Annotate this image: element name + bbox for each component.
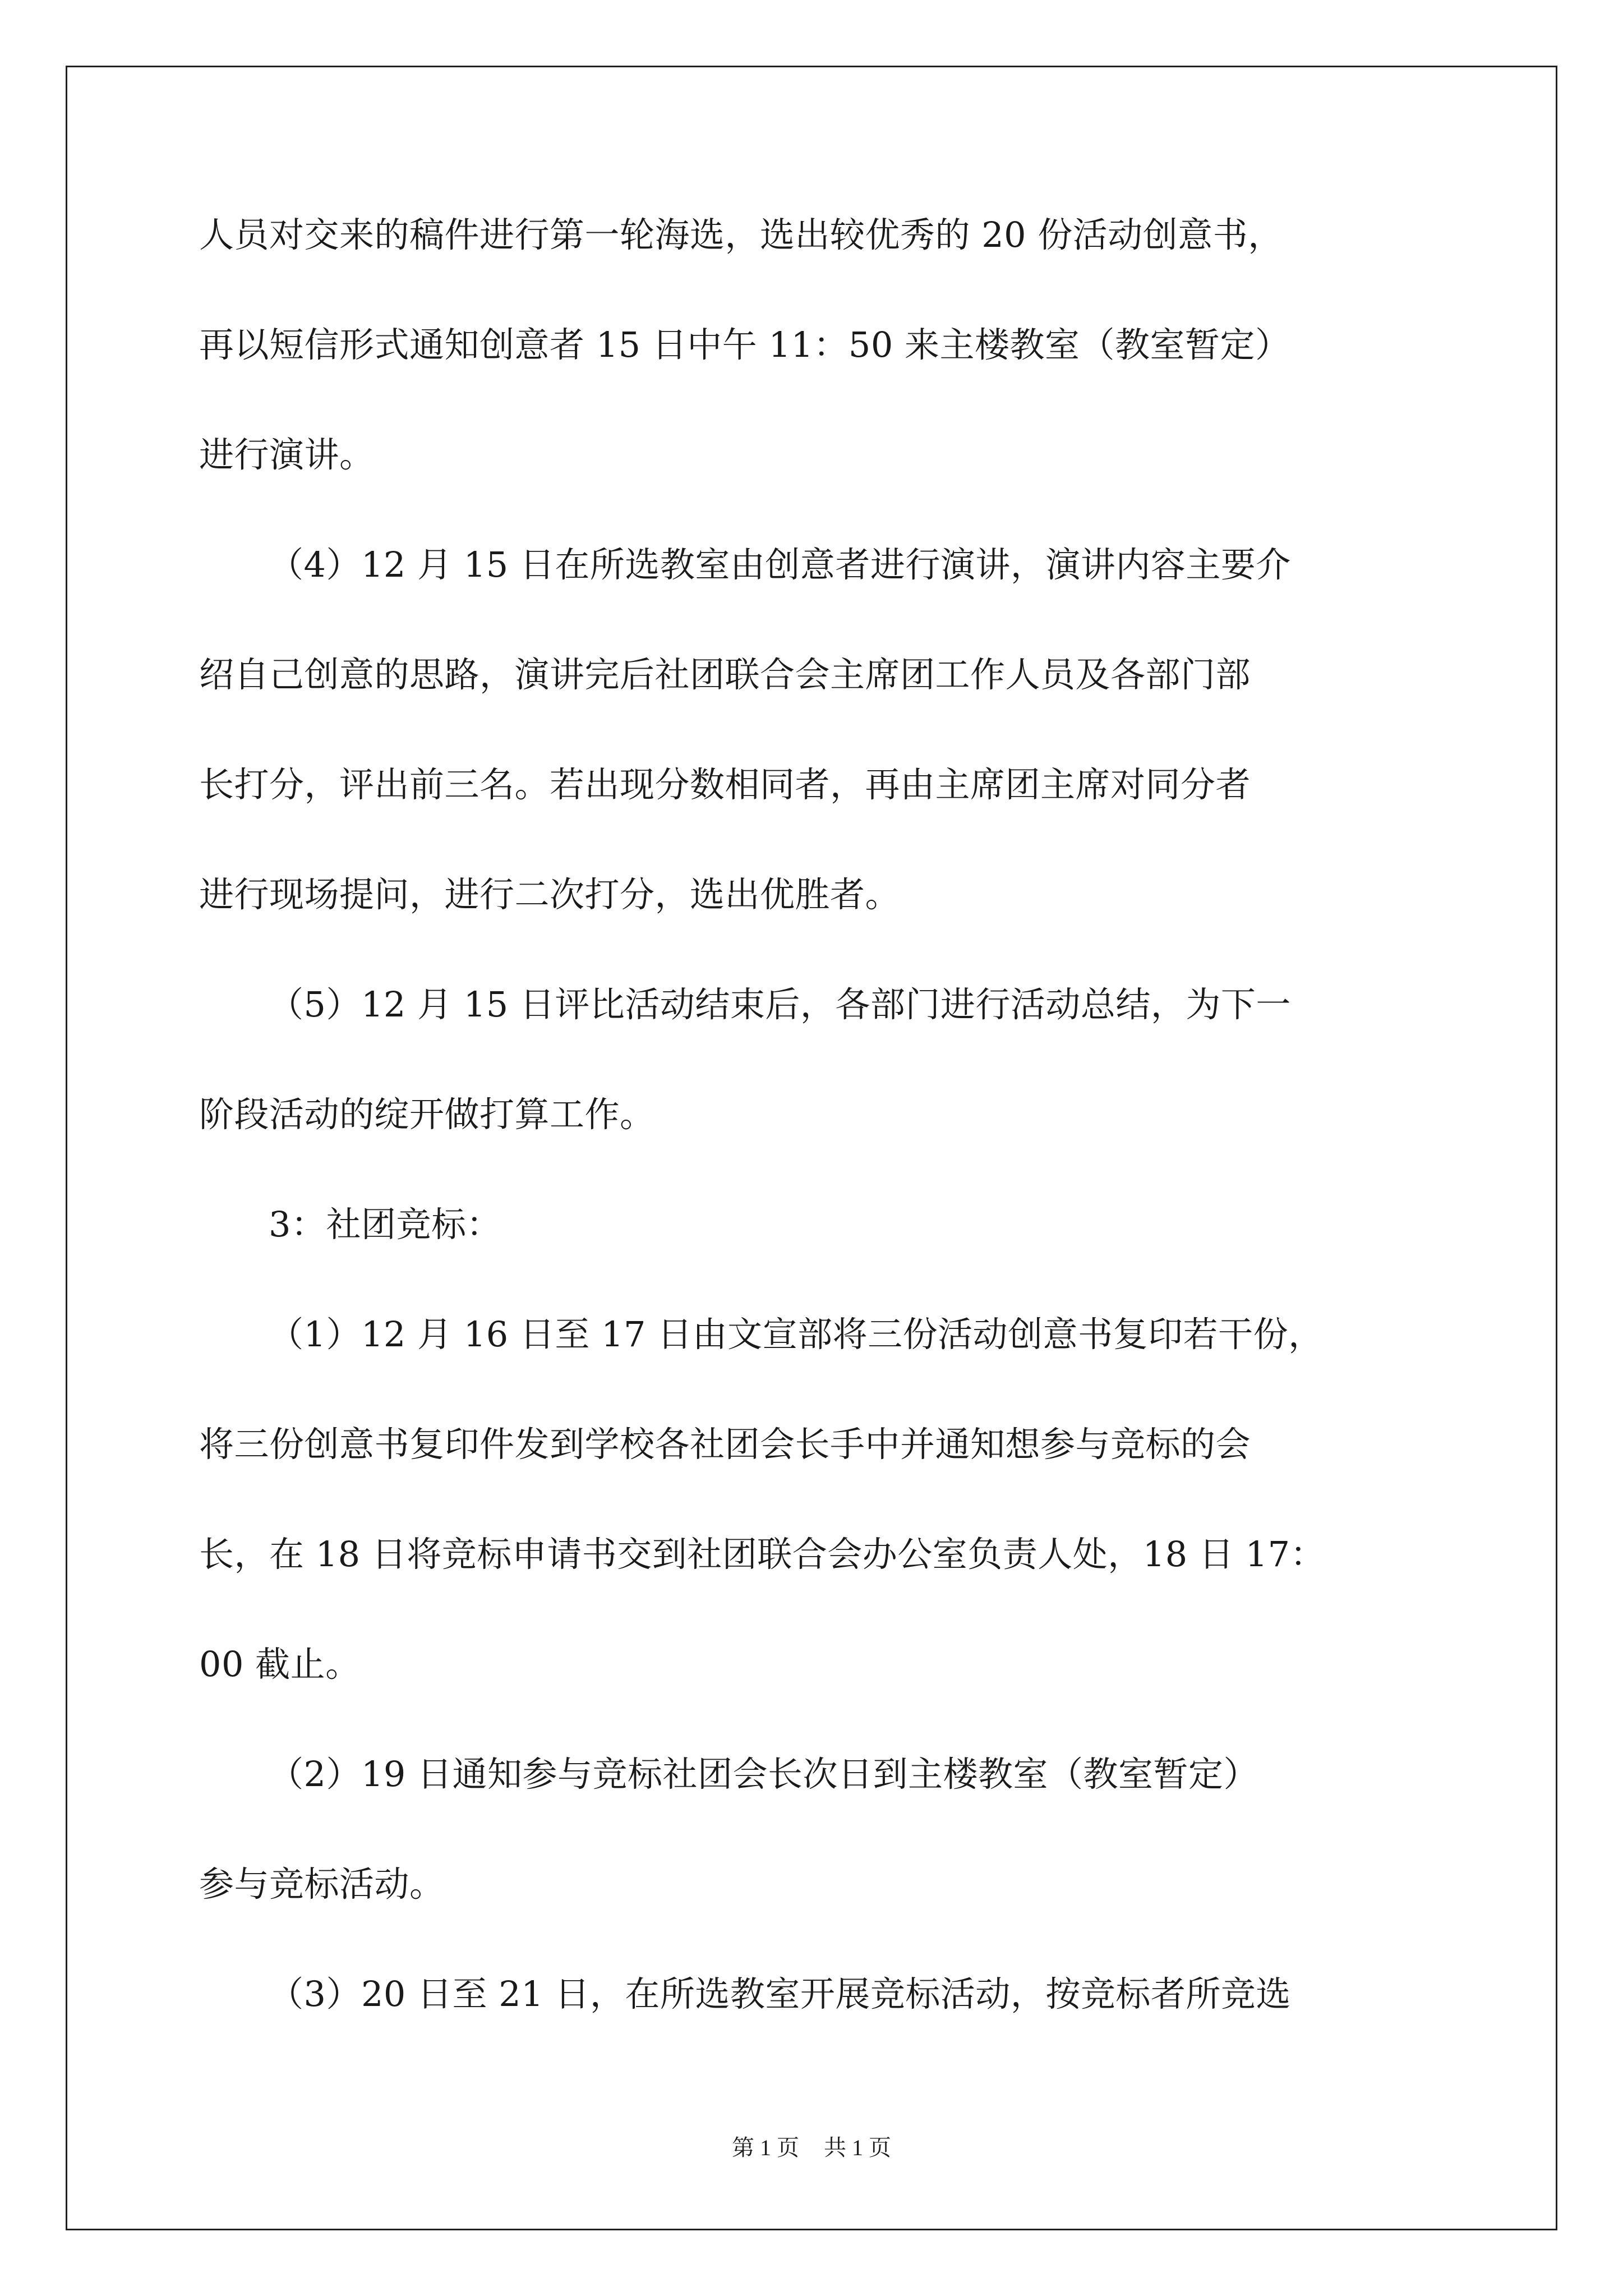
page-number: 第 1 页 [732,2135,799,2160]
paragraph-start-line: （5）12 月 15 日评比活动结束后，各部门进行活动总结，为下一 [269,984,1291,1025]
text-line: 将三份创意书复印件发到学校各社团会长手中并通知想参与竞标的会 [199,1424,1251,1465]
text-line: 长，在 18 日将竞标申请书交到社团联合会办公室负责人处，18 日 17： [199,1534,1326,1575]
paragraph-start-line: （3）20 日至 21 日，在所选教室开展竞标活动，按竞标者所竞选 [269,1973,1291,2014]
text-line: 阶段活动的绽开做打算工作。 [199,1094,655,1135]
page-footer [0,2134,1623,2162]
text-line: 人员对交来的稿件进行第一轮海选，选出较优秀的 20 份活动创意书， [199,214,1283,255]
text-line: 再以短信形式通知创意者 15 日中午 11：50 来主楼教室（教室暂定） [199,324,1290,365]
text-line: 参与竞标活动。 [199,1864,445,1904]
text-line: 绍自己创意的思路，演讲完后社团联合会主席团工作人员及各部门部 [199,654,1251,695]
text-line: 长打分，评出前三名。若出现分数相同者，再由主席团主席对同分者 [199,764,1251,805]
paragraph-start-line: （1）12 月 16 日至 17 日由文宣部将三份活动创意书复印若干份， [269,1314,1324,1355]
text-line: 进行演讲。 [199,434,375,475]
text-line: 进行现场提问，进行二次打分，选出优胜者。 [199,874,901,915]
page-total: 共 1 页 [824,2135,891,2160]
section-heading: 3：社团竞标： [269,1204,501,1245]
text-line: 00 截止。 [199,1644,361,1685]
paragraph-start-line: （2）19 日通知参与竞标社团会长次日到主楼教室（教室暂定） [269,1754,1259,1795]
document-body [199,213,1444,2082]
paragraph-start-line: （4）12 月 15 日在所选教室由创意者进行演讲，演讲内容主要介 [269,544,1291,585]
